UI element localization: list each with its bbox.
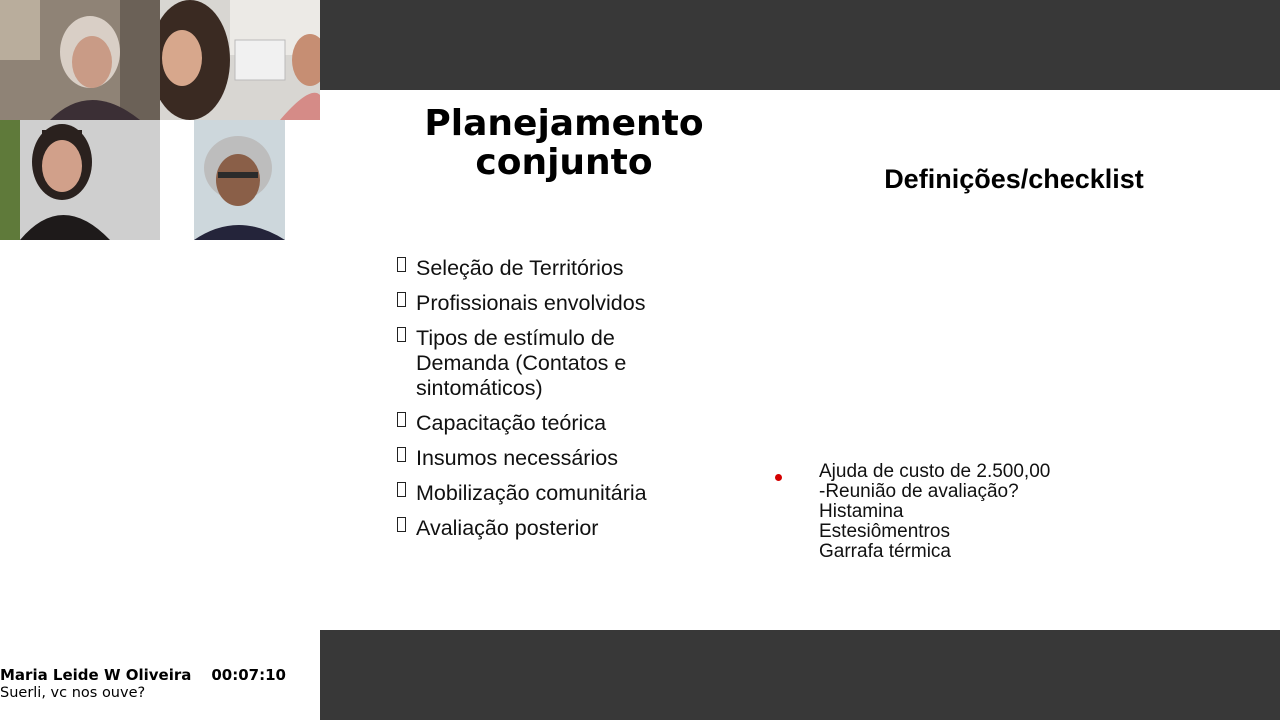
bullet-box-icon xyxy=(397,482,406,497)
checklist-line: Ajuda de custo de 2.500,00 xyxy=(819,461,1051,482)
participant-video-3 xyxy=(0,120,160,240)
bullet-text: Avaliação posterior xyxy=(416,516,599,540)
participant-video-4 xyxy=(194,120,285,240)
chat-header xyxy=(0,666,320,684)
checklist-line: Histamina xyxy=(819,501,904,522)
bullet-box-icon xyxy=(397,257,406,272)
bullet-item xyxy=(394,411,694,436)
video-tile-2[interactable] xyxy=(160,0,320,120)
bullet-box-icon xyxy=(397,517,406,532)
bullet-item xyxy=(394,256,694,281)
checklist-line: Estesiômentros xyxy=(819,521,950,542)
presentation-bottom-bar xyxy=(320,630,1280,720)
bullet-item xyxy=(394,481,694,506)
bullet-box-icon xyxy=(397,327,406,342)
bullet-text: Capacitação teórica xyxy=(416,411,607,435)
bullet-text: Insumos necessários xyxy=(416,446,618,470)
slide-title xyxy=(400,104,728,182)
bullet-text: Profissionais envolvidos xyxy=(416,291,646,315)
bullet-text: Mobilização comunitária xyxy=(416,481,647,505)
participant-video-2 xyxy=(160,0,320,120)
bullet-text: Seleção de Territórios xyxy=(416,256,624,280)
chat-panel xyxy=(0,666,320,702)
participants-panel xyxy=(0,0,320,720)
slide-title-line-1: Planejamento xyxy=(424,103,704,144)
video-tile-3[interactable] xyxy=(0,120,160,240)
presentation-slide xyxy=(320,90,1280,630)
bullet-item xyxy=(394,446,694,471)
presentation-top-bar xyxy=(320,0,1280,90)
slide-subtitle: Definições/checklist xyxy=(884,164,1144,194)
slide-title-line-2: conjunto xyxy=(475,142,653,183)
bullet-box-icon xyxy=(397,412,406,427)
checklist-line: -Reunião de avaliação? xyxy=(819,481,1019,502)
bullet-item xyxy=(394,516,694,541)
bullet-item xyxy=(394,326,694,401)
video-tile-1[interactable] xyxy=(0,0,160,120)
bullet-text: Tipos de estímulo de Demanda (Contatos e sintomáticos) xyxy=(416,326,627,400)
video-tile-4[interactable] xyxy=(194,120,285,240)
red-bullet-dot-icon xyxy=(775,474,782,481)
chat-timestamp: 00:07:10 xyxy=(211,666,286,684)
bullet-item xyxy=(394,291,694,316)
checklist-text xyxy=(819,462,1139,562)
chat-sender: Maria Leide W Oliveira xyxy=(0,666,192,684)
participant-video-1 xyxy=(0,0,160,120)
checklist-line: Garrafa térmica xyxy=(819,541,951,562)
bullet-box-icon xyxy=(397,292,406,307)
slide-bullet-list xyxy=(394,256,694,551)
chat-message: Suerli, vc nos ouve? xyxy=(0,685,146,701)
bullet-box-icon xyxy=(397,447,406,462)
